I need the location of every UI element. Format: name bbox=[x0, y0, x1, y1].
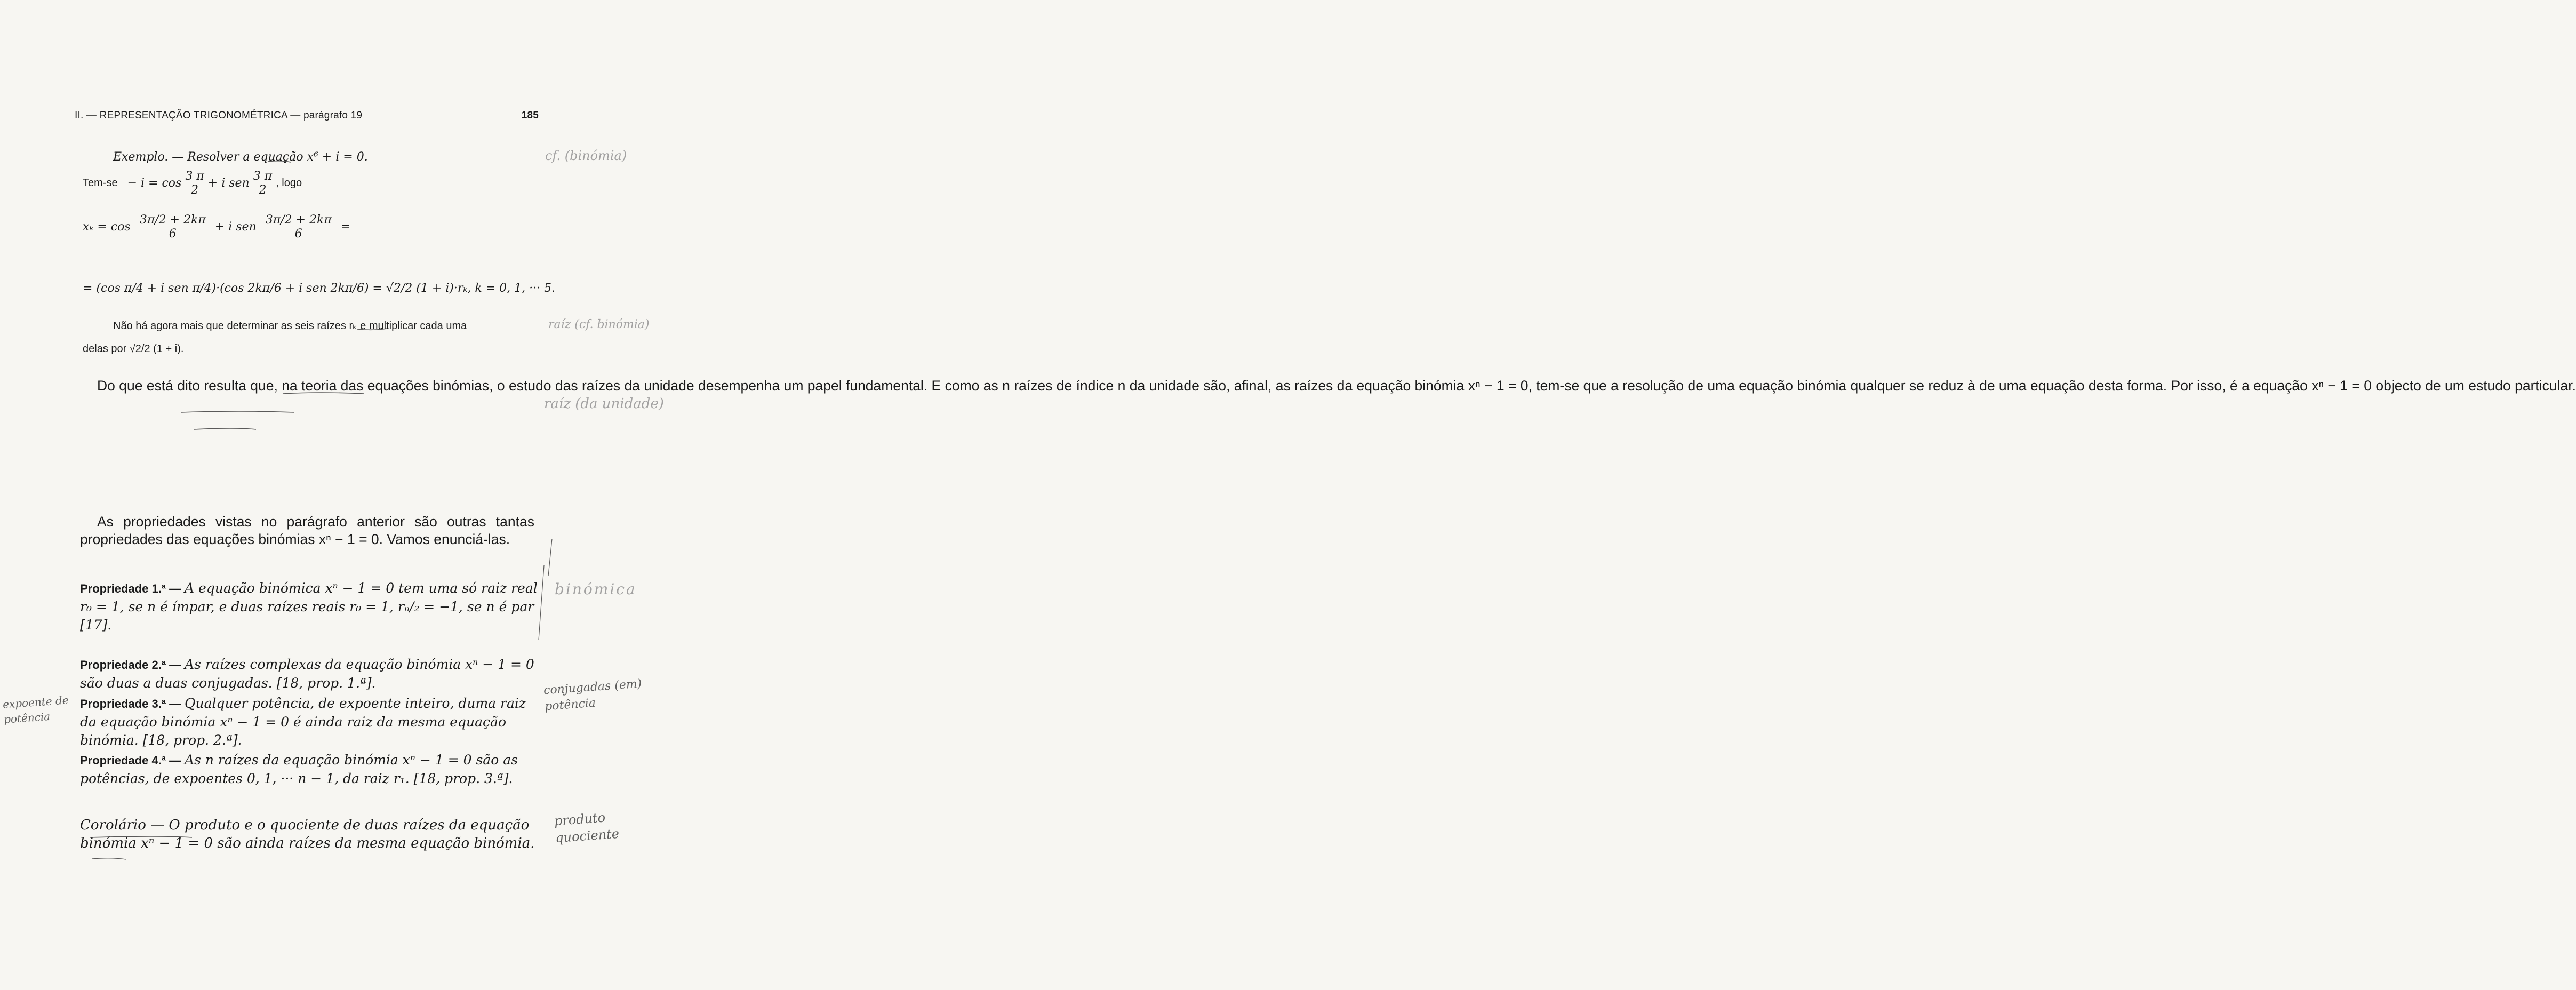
xk-expansion: = (cos π/4 + i sen π/4)·(cos 2kπ/6 + i sen 2kπ/6) = √2/2 (1 + i)·rₖ, k = 0, 1, ··· 5. bbox=[83, 282, 556, 295]
margin-line-1 bbox=[548, 539, 552, 576]
fraction-3pi-2: $\frac{3 \pi}{2}$ bbox=[183, 170, 206, 197]
i-sen: + i sen bbox=[207, 177, 250, 190]
margin-note-6: produto quociente bbox=[554, 810, 620, 846]
underline-corolario bbox=[90, 836, 192, 837]
corollary: Corolário — O produto e o quociente de duas raízes da equação binómia xⁿ − 1 = 0 são ainda raízes da mesma equação binómia. bbox=[80, 817, 535, 851]
logo-word: , logo bbox=[276, 177, 302, 189]
chapter-title: II. — REPRESENTAÇÃO TRIGONOMÉTRICA — parágrafo 19 bbox=[75, 110, 363, 121]
margin-note-3: raíz (da unidade) bbox=[544, 396, 664, 412]
fraction-3pi-2-b: $\frac{3 \pi}{2}$ bbox=[251, 170, 274, 197]
underline-equacoes-binomias bbox=[283, 393, 364, 394]
margin-line-2 bbox=[539, 565, 544, 640]
para-b: Do que está dito resulta que, na teoria das equações binómias, o estudo das raízes da unidade desempenha um papel fundamental. E como as n raízes de índice n da unidade são, afinal, as raízes da equação binómia xⁿ − 1 = 0, tem-se que a resolução de uma equação binómia qualquer se reduz à de uma equação desta forma. Por isso, é a equação xⁿ − 1 = 0 objecto de um estudo particular. bbox=[97, 378, 2576, 394]
xk-label: xₖ = cos bbox=[83, 220, 131, 234]
property-1: Propriedade 1.ª — A equação binómica xⁿ − 1 = 0 tem uma só raiz real r₀ = 1, se n é ímpar, e duas raízes reais r₀ = 1, rₙ/₂ = −1, se n é par [17]. bbox=[80, 580, 538, 633]
margin-note-7: binómica bbox=[555, 580, 637, 598]
underline-raizes-de-indice bbox=[194, 428, 256, 429]
xk-isen: + i sen bbox=[214, 220, 257, 234]
para-a-line-1: Não há agora mais que determinar as seis raízes rₖ e multiplicar cada uma bbox=[113, 320, 467, 332]
margin-note-5: expoente de potência bbox=[2, 693, 69, 726]
xk-equals: = bbox=[340, 220, 351, 234]
tem-se-label: Tem-se bbox=[83, 177, 118, 189]
margin-note-4: conjugadas (em) potência bbox=[543, 677, 643, 714]
property-3: Propriedade 3.ª — Qualquer potência, de expoente inteiro, duma raiz da equação binómia xⁿ − 1 = 0 é ainda raiz da mesma equação binómia. [18, prop. 2.ª]. bbox=[80, 696, 526, 748]
margin-note-2: raíz (cf. binómia) bbox=[548, 318, 650, 331]
page-number: 185 bbox=[521, 110, 539, 121]
xk-fraction-sen: $\frac{3\pi/2 + 2k\pi}{6}$ bbox=[258, 213, 339, 241]
corollary-stub-line bbox=[92, 858, 126, 859]
underline-equacao bbox=[268, 161, 291, 162]
underline-raizes-da-unidade bbox=[181, 411, 294, 412]
neg-i-cos: − i = cos bbox=[127, 177, 182, 190]
xk-fraction-cos: $\frac{3\pi/2 + 2k\pi}{6}$ bbox=[132, 213, 213, 241]
para-c: As propriedades vistas no parágrafo anterior são outras tantas propriedades das equações binómias xⁿ − 1 = 0. Vamos enunciá-las. bbox=[80, 514, 534, 547]
margin-note-1: cf. (binómia) bbox=[545, 148, 627, 163]
underline-raizes bbox=[357, 329, 387, 330]
para-a-line-2: delas por √2/2 (1 + i). bbox=[83, 343, 184, 355]
example-title: Exemplo. — Resolver a equação x⁶ + i = 0. bbox=[113, 150, 368, 164]
property-2: Propriedade 2.ª — As raízes complexas da equação binómia xⁿ − 1 = 0 são duas a duas conjugadas. [18, prop. 1.ª]. bbox=[80, 657, 534, 691]
property-4: Propriedade 4.ª — As n raízes da equação binómia xⁿ − 1 = 0 são as potências, de expoentes 0, 1, ··· n − 1, da raiz r₁. [18, prop. 3.ª]. bbox=[80, 752, 518, 786]
